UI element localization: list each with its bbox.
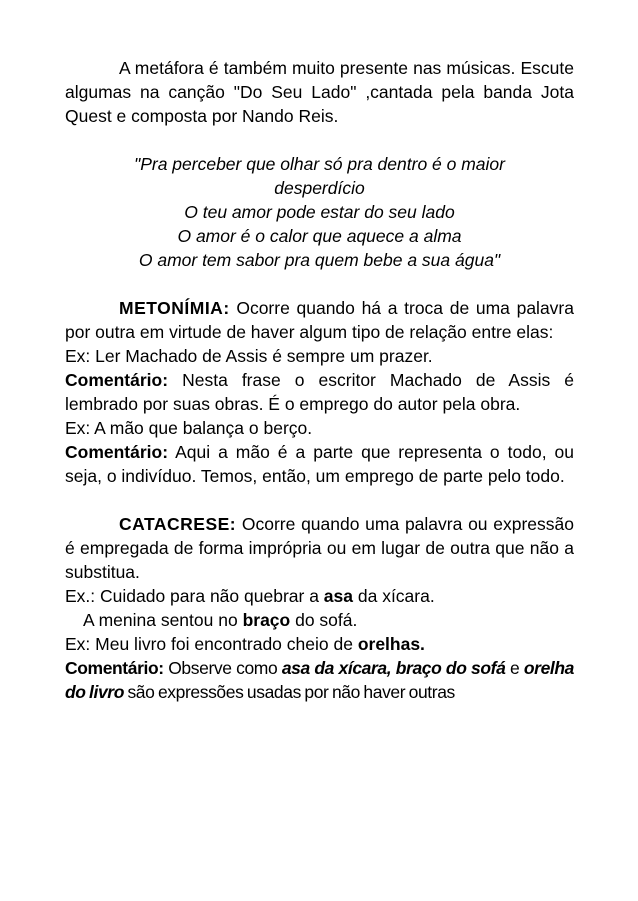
spacer <box>65 128 574 152</box>
song-lyrics <box>65 152 574 272</box>
comment-text: Nesta frase o escritor Machado de Assis é lembrado por suas obras. É o emprego do autor pela obra. <box>65 370 574 414</box>
comment-text: e <box>505 658 524 678</box>
catacrese-comment <box>65 656 574 704</box>
spacer <box>65 488 574 512</box>
comment-label: Comentário: <box>65 370 169 390</box>
lyric-line: O amor é o calor que aquece a alma <box>177 226 462 246</box>
catacrese-example-2 <box>65 608 574 632</box>
catacrese-example-1 <box>65 584 574 608</box>
highlight-word: braço <box>242 610 291 630</box>
highlight-word: asa <box>323 586 353 606</box>
comment-text: são expressões usadas por não haver outras <box>124 682 455 702</box>
highlight-word: orelhas. <box>357 634 425 654</box>
highlight-term: asa da xícara, braço do sofá <box>281 658 506 678</box>
metonimia-comment-2 <box>65 440 574 488</box>
metonimia-heading: METONÍMIA: <box>119 298 230 318</box>
example-text: Ex.: Cuidado para não quebrar a <box>65 586 324 606</box>
example-text: A menina sentou no <box>83 610 243 630</box>
catacrese-heading: CATACRESE: <box>119 514 237 534</box>
comment-text: Observe como <box>163 658 282 678</box>
metonimia-definition <box>65 296 574 344</box>
catacrese-definition-text: Ocorre quando uma palavra ou expressão é empregada de forma imprópria ou em lugar de outra que não a substitua. <box>65 514 574 582</box>
catacrese-example-3 <box>65 632 574 656</box>
metonimia-example-2: Ex: A mão que balança o berço. <box>65 418 313 438</box>
lyric-line: O amor tem sabor pra quem bebe a sua água" <box>138 250 501 270</box>
highlight-term: orelha do livro <box>65 658 574 702</box>
lyric-line: "Pra perceber que olhar só pra dentro é o maior <box>133 154 505 174</box>
lyric-line: O teu amor pode estar do seu lado <box>184 202 455 222</box>
intro-paragraph: A metáfora é também muito presente nas músicas. Escute algumas na canção "Do Seu Lado" ,cantada pela banda Jota Quest e composta por Nando Reis. <box>65 58 574 126</box>
example-text: Ex: Meu livro foi encontrado cheio de <box>65 634 358 654</box>
catacrese-definition <box>65 512 574 584</box>
lyric-line: desperdício <box>274 178 365 198</box>
comment-label: Comentário: <box>65 658 164 678</box>
metonimia-definition-text: Ocorre quando há a troca de uma palavra por outra em virtude de haver algum tipo de relação entre elas: <box>65 298 574 342</box>
example-text: da xícara. <box>353 586 435 606</box>
metonimia-comment-1 <box>65 368 574 416</box>
example-text: do sofá. <box>290 610 358 630</box>
metonimia-example-1: Ex: Ler Machado de Assis é sempre um prazer. <box>65 346 433 366</box>
comment-label: Comentário: <box>65 442 169 462</box>
comment-text: Aqui a mão é a parte que representa o todo, ou seja, o indivíduo. Temos, então, um emprego de parte pelo todo. <box>65 442 574 486</box>
spacer <box>65 272 574 296</box>
